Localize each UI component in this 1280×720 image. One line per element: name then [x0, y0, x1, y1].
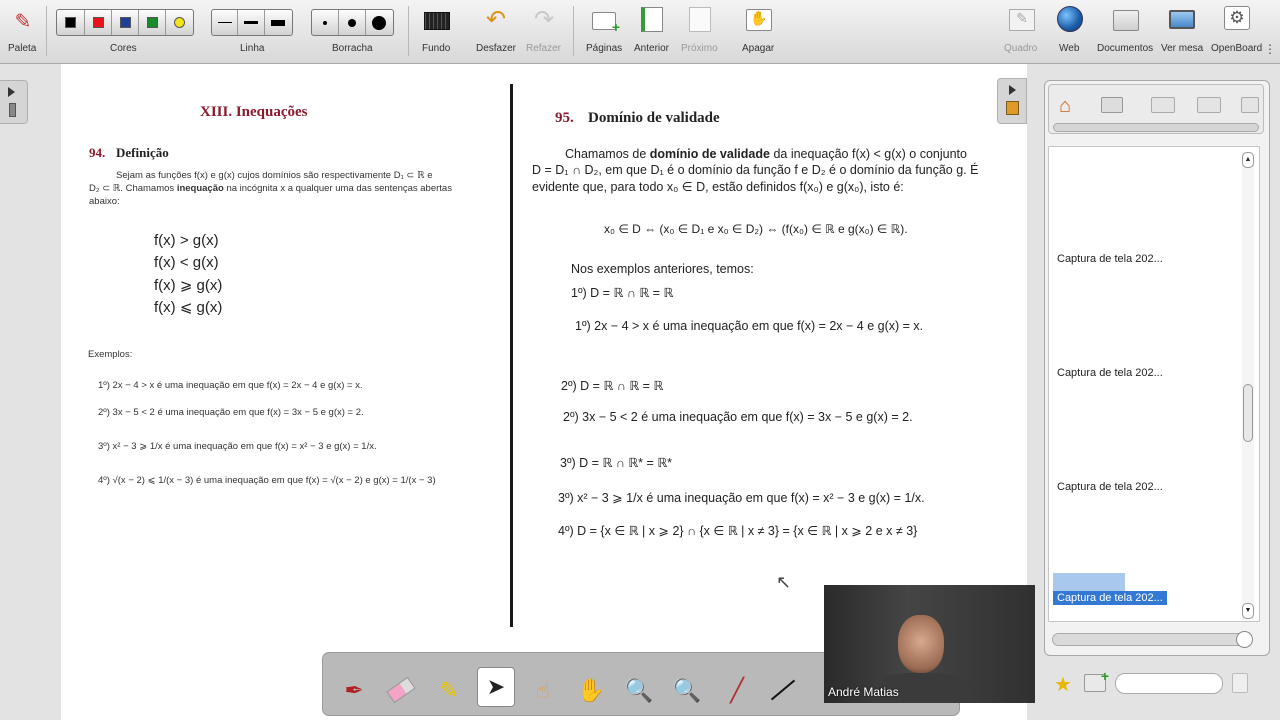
line-medium[interactable]	[238, 10, 264, 35]
eraser-large-icon	[372, 16, 386, 30]
color-red[interactable]	[85, 10, 112, 35]
linha-label: Linha	[240, 43, 265, 54]
color-swatch	[65, 17, 76, 28]
line-thin[interactable]	[212, 10, 238, 35]
previous-page-icon[interactable]	[637, 6, 667, 32]
favorite-star-icon[interactable]: ★	[1054, 674, 1072, 696]
eraser-small-icon	[323, 21, 327, 25]
palette-icon[interactable]: ✎	[14, 10, 32, 33]
pages-icon	[9, 103, 16, 117]
inequation-3: 3º) x² − 3 ⩾ 1/x é uma inequação em que f(x) = x² − 3 e g(x) = 1/x.	[558, 491, 925, 505]
breadcrumb-folder-icon[interactable]	[1101, 97, 1123, 113]
cores-label: Cores	[110, 43, 137, 54]
inequality-3: f(x) ⩾ g(x)	[154, 277, 223, 294]
proximo-label: Próximo	[681, 43, 718, 54]
left-drawer-handle[interactable]	[0, 80, 28, 124]
definition-bold-word: inequação	[176, 183, 224, 194]
eraser-icon[interactable]	[384, 673, 418, 707]
slider-knob[interactable]	[1236, 631, 1253, 648]
zoom-in-icon[interactable]: 🔍	[624, 676, 654, 703]
laser-pointer-icon[interactable]: ╱	[730, 676, 744, 703]
trash-icon[interactable]	[1232, 673, 1248, 693]
person-head	[898, 615, 944, 673]
paleta-label: Paleta	[8, 43, 37, 54]
fundo-label: Fundo	[422, 43, 451, 54]
section-94-number: 94.	[89, 145, 106, 160]
color-swatch	[93, 17, 104, 28]
undo-icon[interactable]: ↶	[485, 5, 507, 33]
inequality-1: f(x) > g(x)	[154, 232, 219, 249]
separator	[573, 6, 574, 56]
line-tool-icon[interactable]	[766, 673, 800, 707]
selector-icon[interactable]: ➤	[477, 667, 515, 707]
library-thumbnails	[1048, 146, 1260, 622]
color-blue[interactable]	[112, 10, 139, 35]
thumbnail-label-selected[interactable]: Captura de tela 202...	[1053, 591, 1167, 605]
thumbnail-size-slider[interactable]	[1052, 633, 1252, 646]
library-breadcrumb	[1048, 84, 1264, 134]
triangle-right-icon	[1009, 85, 1016, 95]
library-icon	[1006, 101, 1019, 115]
refazer-label: Refazer	[526, 43, 562, 54]
quadro-label: Quadro	[1004, 43, 1038, 54]
webcam-overlay	[824, 585, 1035, 703]
eraser-medium[interactable]	[339, 10, 365, 35]
eraser-large[interactable]	[366, 10, 393, 35]
inequality-4: f(x) ⩽ g(x)	[154, 299, 223, 316]
section-95-number: 95.	[555, 110, 574, 126]
breadcrumb-folder-icon[interactable]	[1241, 97, 1259, 113]
mouse-cursor-icon: ↖	[776, 572, 792, 592]
breadcrumb-scrollbar[interactable]	[1053, 123, 1259, 132]
breadcrumb-folder-icon[interactable]	[1151, 97, 1175, 113]
validity-par-line-1	[565, 147, 967, 161]
domain-4: 4º) D = {x ∈ ℝ | x ⩾ 2} ∩ {x ∈ ℝ | x ≠ 3} = {x ∈ ℝ | x ⩾ 2 e x ≠ 3}	[558, 524, 918, 538]
validity-par-line-2: D = D₁ ∩ D₂, em que D₁ é o domínio da função f e D₂ é o domínio da função g. É	[532, 163, 979, 177]
right-drawer-handle[interactable]	[997, 78, 1027, 124]
definition-line-2-end: na incógnita x a qualquer uma das sentenças abertas	[226, 183, 452, 194]
colors-group	[56, 9, 194, 36]
inequality-2: f(x) < g(x)	[154, 254, 219, 271]
inequation-2: 2º) 3x − 5 < 2 é uma inequação em que f(x) = 3x − 5 e g(x) = 2.	[563, 410, 913, 424]
library-search-input[interactable]	[1115, 673, 1223, 694]
scroll-down-icon[interactable]: ▼	[1242, 603, 1254, 619]
top-toolbar	[0, 0, 1280, 64]
color-swatch	[147, 17, 158, 28]
equivalence-formula: x₀ ∈ D ⇔ (x₀ ∈ D₁ e x₀ ∈ D₂) ⇔ (f(x₀) ∈ ℝ e g(x₀) ∈ ℝ).	[604, 222, 908, 236]
desktop-monitor-icon[interactable]	[1167, 6, 1197, 32]
example-4: 4º) √(x − 2) ⩽ 1/(x − 3) é uma inequação em que f(x) = √(x − 2) e g(x) = 1/(x − 3)	[98, 475, 436, 486]
example-3: 3º) x² − 3 ⩾ 1/x é uma inequação em que f(x) = x² − 3 e g(x) = 1/x.	[98, 441, 377, 452]
folder-icon[interactable]	[1111, 7, 1141, 33]
section-94-title: Definição	[116, 145, 169, 160]
example-1: 1º) 2x − 4 > x é uma inequação em que f(x) = 2x − 4 e g(x) = x.	[98, 380, 363, 391]
line-medium-icon	[244, 21, 258, 24]
gear-icon[interactable]: ⚙	[1222, 5, 1252, 31]
desfazer-label: Desfazer	[476, 43, 517, 54]
separator	[46, 6, 47, 56]
line-thick[interactable]	[265, 10, 292, 35]
domain-3: 3º) D = ℝ ∩ ℝ* = ℝ*	[560, 456, 673, 470]
validity-par-end: da inequação f(x) < g(x) o conjunto	[773, 147, 967, 161]
color-swatch	[174, 17, 185, 28]
next-page-icon[interactable]	[685, 6, 715, 32]
page-divider	[510, 84, 513, 627]
library-vertical-scrollbar[interactable]	[1242, 152, 1254, 620]
line-thin-icon	[218, 22, 232, 23]
pen-icon[interactable]: ✒	[344, 676, 364, 703]
scroll-up-icon[interactable]: ▲	[1242, 152, 1254, 168]
board-icon[interactable]: ✎	[1007, 7, 1037, 33]
triangle-right-icon	[8, 87, 15, 97]
thumbnail-label[interactable]: Captura de tela 202...	[1057, 481, 1163, 493]
thumbnail-label[interactable]: Captura de tela 202...	[1057, 253, 1163, 265]
line-thick-icon	[271, 20, 285, 26]
examples-intro: Nos exemplos anteriores, temos:	[571, 262, 754, 276]
definition-line-1: Sejam as funções f(x) e g(x) cujos domínios são respectivamente D₁ ⊂ ℝ e	[116, 170, 433, 181]
eraser-group	[311, 9, 394, 36]
validity-par-start: Chamamos de	[565, 147, 647, 161]
section-95-title: Domínio de validade	[588, 110, 720, 126]
domain-2: 2º) D = ℝ ∩ ℝ = ℝ	[561, 379, 664, 393]
paginas-label: Páginas	[586, 43, 623, 54]
chapter-title: XIII. Inequações	[200, 104, 308, 120]
globe-icon[interactable]	[1055, 6, 1085, 32]
web-label: Web	[1059, 43, 1080, 54]
redo-icon[interactable]: ↷	[533, 5, 555, 33]
thumbnail-preview[interactable]	[1053, 573, 1125, 591]
openboard-label: OpenBoard	[1211, 43, 1263, 54]
definition-line-3: abaixo:	[89, 196, 120, 207]
anterior-label: Anterior	[634, 43, 670, 54]
erase-page-icon[interactable]: ✋	[744, 7, 774, 33]
zoom-out-icon[interactable]: 🔍	[672, 676, 702, 703]
background-grid-icon[interactable]	[422, 8, 452, 34]
ver-mesa-label: Ver mesa	[1161, 43, 1204, 54]
documentos-label: Documentos	[1097, 43, 1154, 54]
color-swatch	[120, 17, 131, 28]
highlighter-icon[interactable]: ✎	[439, 676, 459, 703]
examples-label: Exemplos:	[88, 349, 133, 360]
pages-add-icon[interactable]: +	[589, 8, 619, 34]
color-green[interactable]	[139, 10, 166, 35]
eraser-medium-icon	[348, 19, 356, 27]
line-group	[211, 9, 293, 36]
color-black[interactable]	[57, 10, 85, 35]
home-icon[interactable]: ⌂	[1059, 95, 1072, 117]
example-2: 2º) 3x − 5 < 2 é uma inequação em que f(x) = 3x − 5 e g(x) = 2.	[98, 407, 364, 418]
presenter-name: André Matias	[828, 685, 899, 699]
validity-par-line-3: evidente que, para todo x₀ ∈ D, estão definidos f(x₀) e g(x₀), isto é:	[532, 180, 904, 194]
validity-bold-term: domínio de validade	[649, 147, 770, 161]
scroll-thumb[interactable]	[1243, 384, 1253, 442]
interact-hand-icon[interactable]: ☝	[535, 676, 550, 703]
pan-hand-icon[interactable]: ✋	[576, 676, 606, 703]
breadcrumb-folder-icon[interactable]	[1197, 97, 1221, 113]
separator	[408, 6, 409, 56]
domain-1: 1º) D = ℝ ∩ ℝ = ℝ	[571, 286, 674, 300]
color-yellow[interactable]	[166, 10, 193, 35]
new-folder-icon[interactable]: +	[1084, 674, 1106, 692]
definition-line-2-start: D₂ ⊂ ℝ. Chamamos	[89, 183, 175, 194]
more-icon[interactable]: ⋮	[1264, 42, 1276, 56]
inequation-1: 1º) 2x − 4 > x é uma inequação em que f(x) = 2x − 4 e g(x) = x.	[575, 319, 924, 333]
eraser-small[interactable]	[312, 10, 339, 35]
borracha-label: Borracha	[332, 43, 373, 54]
apagar-label: Apagar	[742, 43, 775, 54]
thumbnail-label[interactable]: Captura de tela 202...	[1057, 367, 1163, 379]
definition-line-2	[89, 183, 452, 194]
